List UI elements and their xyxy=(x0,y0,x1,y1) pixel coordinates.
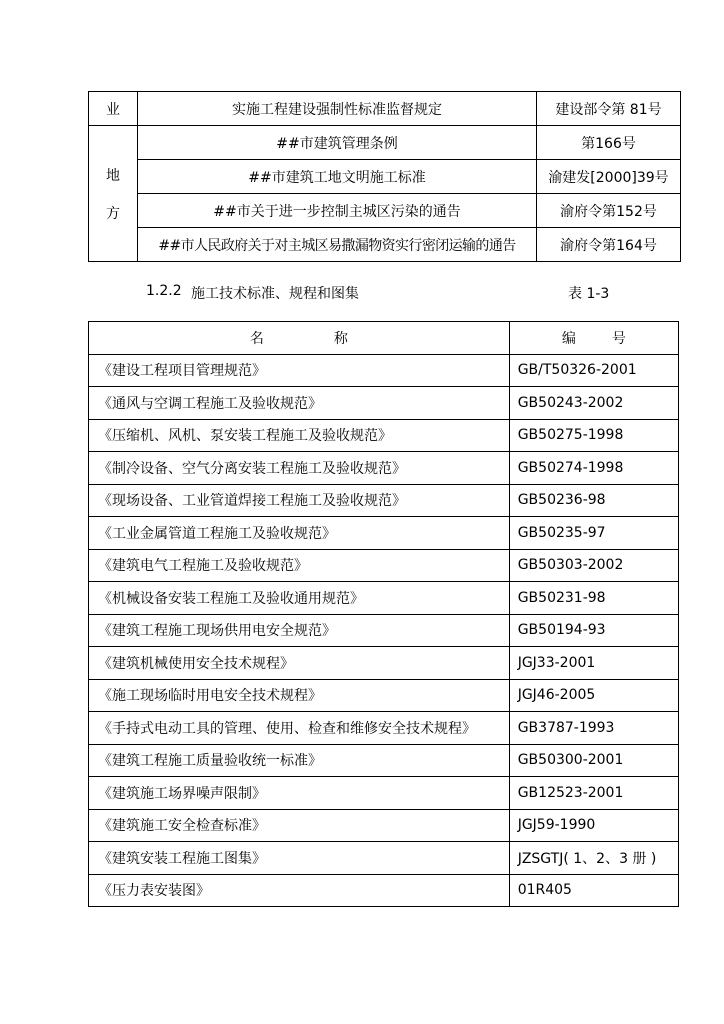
regulation-code: 渝府令第152号 xyxy=(537,194,681,228)
standard-name: 《建筑机械使用安全技术规程》 xyxy=(89,647,510,680)
table-row xyxy=(89,354,679,387)
standard-name: 《建筑施工场界噪声限制》 xyxy=(89,777,510,810)
column-header-name-label: 名称 xyxy=(249,330,418,347)
table-row xyxy=(89,647,679,680)
regulation-code: 渝府令第164号 xyxy=(537,228,681,262)
table-row xyxy=(89,517,679,550)
standard-code: GB3787-1993 xyxy=(509,712,678,745)
standard-name: 《工业金属管道工程施工及验收规范》 xyxy=(89,517,510,550)
column-header-code-label: 编号 xyxy=(561,330,662,347)
regulation-name: ##市建筑工地文明施工标准 xyxy=(138,160,537,194)
standard-code: GB50235-97 xyxy=(509,517,678,550)
table-row xyxy=(89,160,681,194)
table-row xyxy=(89,228,681,262)
regulation-name: ##市人民政府关于对主城区易撒漏物资实行密闭运输的通告 xyxy=(138,228,537,262)
standard-name: 《制冷设备、空气分离安装工程施工及验收规范》 xyxy=(89,452,510,485)
standard-code: GB50300-2001 xyxy=(509,744,678,777)
region-category-cell xyxy=(89,126,138,262)
table-row xyxy=(89,712,679,745)
column-header-name xyxy=(89,322,510,355)
regulation-code: 渝建发[2000]39号 xyxy=(537,160,681,194)
standard-name: 《机械设备安装工程施工及验收通用规范》 xyxy=(89,582,510,615)
standard-name: 《通风与空调工程施工及验收规范》 xyxy=(89,387,510,420)
regulation-code: 第166号 xyxy=(537,126,681,160)
table-row xyxy=(89,874,679,907)
table-row xyxy=(89,842,679,875)
standard-name: 《手持式电动工具的管理、使用、检查和维修安全技术规程》 xyxy=(89,712,510,745)
standard-name: 《建筑施工安全检查标准》 xyxy=(89,809,510,842)
standard-name: 《现场设备、工业管道焊接工程施工及验收规范》 xyxy=(89,484,510,517)
standards-table xyxy=(88,321,679,907)
table-row xyxy=(89,92,681,126)
table-row xyxy=(89,614,679,647)
table-header-row xyxy=(89,322,679,355)
standard-name: 《建设工程项目管理规范》 xyxy=(89,354,510,387)
standard-code: GB50303-2002 xyxy=(509,549,678,582)
table-row xyxy=(89,679,679,712)
standard-name: 《施工现场临时用电安全技术规程》 xyxy=(89,679,510,712)
standard-code: GB50194-93 xyxy=(509,614,678,647)
standard-name: 《建筑工程施工质量验收统一标准》 xyxy=(89,744,510,777)
standard-name: 《建筑安装工程施工图集》 xyxy=(89,842,510,875)
table-reference: 表 1-3 xyxy=(568,286,610,302)
standard-code: GB50243-2002 xyxy=(509,387,678,420)
standard-code: GB/T50326-2001 xyxy=(509,354,678,387)
table-row xyxy=(89,387,679,420)
standard-code: JGJ59-1990 xyxy=(509,809,678,842)
table-row xyxy=(89,549,679,582)
table-row xyxy=(89,419,679,452)
column-header-code xyxy=(509,322,678,355)
table-row xyxy=(89,126,681,160)
standard-name: 《压缩机、风机、泵安装工程施工及验收规范》 xyxy=(89,419,510,452)
table-row xyxy=(89,484,679,517)
standard-code: 01R405 xyxy=(509,874,678,907)
standard-code: JGJ46-2005 xyxy=(509,679,678,712)
category-cell: 业 xyxy=(89,92,138,126)
standard-code: JZSGTJ( 1、2、3 册 ) xyxy=(509,842,678,875)
region-char: 地 xyxy=(106,167,120,184)
standard-code: GB50231-98 xyxy=(509,582,678,615)
regulation-name: ##市关于进一步控制主城区污染的通告 xyxy=(138,194,537,228)
section-title: 施工技术标准、规程和图集 xyxy=(191,286,359,302)
standard-code: GB50275-1998 xyxy=(509,419,678,452)
regulation-code: 建设部令第 81号 xyxy=(537,92,681,126)
regulation-name: ##市建筑管理条例 xyxy=(138,126,537,160)
table-row xyxy=(89,582,679,615)
standard-name: 《建筑电气工程施工及验收规范》 xyxy=(89,549,510,582)
standard-code: GB50236-98 xyxy=(509,484,678,517)
table-row xyxy=(89,744,679,777)
table-row xyxy=(89,777,679,810)
section-number: 1.2.2 xyxy=(146,283,182,299)
table-row xyxy=(89,452,679,485)
standard-name: 《压力表安装图》 xyxy=(89,874,510,907)
standard-code: JGJ33-2001 xyxy=(509,647,678,680)
regulations-table xyxy=(88,91,681,262)
standard-name: 《建筑工程施工现场供用电安全规范》 xyxy=(89,614,510,647)
standard-code: GB50274-1998 xyxy=(509,452,678,485)
table-row xyxy=(89,194,681,228)
regulation-name: 实施工程建设强制性标准监督规定 xyxy=(138,92,537,126)
standard-code: GB12523-2001 xyxy=(509,777,678,810)
region-char: 方 xyxy=(106,205,120,222)
table-row xyxy=(89,809,679,842)
